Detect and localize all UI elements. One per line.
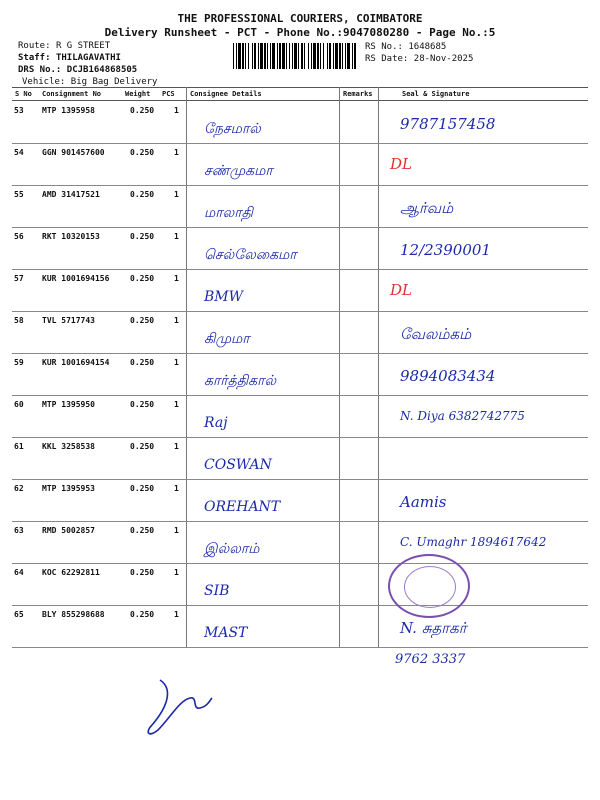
barcode-bar [267,43,268,69]
col-remarks: Remarks [343,90,373,98]
drs-value: DCJB164868505 [66,65,138,75]
barcode-bar [242,43,244,69]
row-sno: 54 [14,148,24,157]
row-signature-handwritten: N. Diya 6382742775 [400,409,525,423]
row-pcs: 1 [174,106,179,115]
row-sno: 63 [14,526,24,535]
row-consignment-no: RKT 10320153 [42,232,100,241]
barcode-bar [233,43,234,69]
barcode-bar [277,43,278,69]
barcode-bar [339,43,341,69]
row-sno: 62 [14,484,24,493]
row-weight: 0.250 [130,358,155,367]
row-signature-handwritten: வேலம்கம் [400,325,472,343]
barcode-bar [254,43,256,69]
staff-value: THILAGAVATHI [55,53,121,63]
row-pcs: 1 [174,442,179,451]
barcode-bar [347,43,350,69]
delivery-stamp [388,554,470,618]
row-weight: 0.250 [130,148,155,157]
table-top-rule [12,87,588,88]
row-sno: 55 [14,190,24,199]
row-consignee-handwritten: மாலாதி [204,205,253,221]
row-pcs: 1 [174,148,179,157]
barcode-bar [342,43,343,69]
row-weight: 0.250 [130,526,155,535]
col-consignee: Consignee Details [190,90,262,98]
barcode-bar [282,43,285,69]
barcode-bar [327,43,328,69]
barcode-bar [264,43,266,69]
row-consignee-handwritten: SIB [204,583,230,599]
row-consignment-no: KKL 3258538 [42,442,95,451]
vehicle-line: Vehicle: Big Bag Delivery [22,77,158,87]
barcode-bar [292,43,293,69]
vehicle-value: Big Bag Delivery [70,77,158,87]
staff-signature [140,670,220,740]
barcode-bar [311,43,312,69]
barcode-bar [335,43,338,69]
table-row [12,521,588,564]
barcode-bar [279,43,281,69]
row-weight: 0.250 [130,484,155,493]
route-line: Route: R G STREET [18,41,111,51]
row-consignment-no: GGN 901457600 [42,148,105,157]
row-pcs: 1 [174,400,179,409]
row-pcs: 1 [174,568,179,577]
row-weight: 0.250 [130,232,155,241]
row-signature-handwritten: DL [390,155,412,173]
barcode-bar [260,43,263,69]
row-consignment-no: AMD 31417521 [42,190,100,199]
col-weight: Weight [125,90,151,98]
col-consignment: Consignment No [42,90,102,98]
route-value: R G STREET [55,41,111,51]
barcode-bar [317,43,319,69]
barcode-bar [329,43,331,69]
barcode-bar [289,43,290,69]
row-consignee-handwritten: நேசமால் [204,121,261,137]
row-pcs: 1 [174,274,179,283]
row-signature-handwritten: N. சுதாகர் [400,619,467,637]
barcode-bar [238,43,241,69]
barcode-bar [345,43,346,69]
row-consignee-handwritten: COSWAN [204,457,272,473]
row-signature-handwritten: 12/2390001 [400,241,491,259]
col-pcs: PCS [162,90,175,98]
row-consignee-handwritten: செல்லேகைமா [204,247,297,263]
barcode-bar [252,43,253,69]
table-row [12,143,588,186]
row-sno: 64 [14,568,24,577]
row-consignment-no: KOC 62292811 [42,568,100,577]
company-title: THE PROFESSIONAL COURIERS, COIMBATORE [177,12,423,25]
row-pcs: 1 [174,232,179,241]
runsheet-subtitle: Delivery Runsheet - PCT - Phone No.:9047080280 - Page No.:5 [104,26,496,39]
barcode-bar [354,43,356,69]
rs-date-line: RS Date: 28-Nov-2025 [365,54,474,64]
row-consignment-no: BLY 855298688 [42,610,105,619]
row-consignment-no: MTP 1395950 [42,400,95,409]
row-weight: 0.250 [130,274,155,283]
row-pcs: 1 [174,190,179,199]
table-row [12,437,588,480]
row-consignee-handwritten: கார்த்திகால் [204,373,277,389]
row-pcs: 1 [174,484,179,493]
drs-line: DRS No.: DCJB164868505 [18,65,138,75]
barcode-bar [270,43,271,69]
row-weight: 0.250 [130,442,155,451]
barcode-bar [313,43,316,69]
col-seal-signature: Seal & Signature [402,90,470,98]
barcode-bar [258,43,259,69]
row-sno: 58 [14,316,24,325]
row-consignee-handwritten: OREHANT [204,499,281,515]
row-pcs: 1 [174,316,179,325]
barcode-bar [323,43,324,69]
rs-date-value: 28-Nov-2025 [413,54,474,64]
row-weight: 0.250 [130,568,155,577]
row-signature-handwritten: Aamis [400,493,447,511]
row-consignee-handwritten: Raj [204,415,228,431]
row-sno: 59 [14,358,24,367]
row-sno: 65 [14,610,24,619]
barcode-bar [245,43,246,69]
row-weight: 0.250 [130,106,155,115]
row-pcs: 1 [174,526,179,535]
row-signature-handwritten: C. Umaghr 1894617642 [400,535,547,549]
barcode-bar [236,43,237,69]
row-pcs: 1 [174,358,179,367]
barcode-bar [320,43,321,69]
row-sno: 53 [14,106,24,115]
col-sno: S No [15,90,32,98]
barcode-bar [301,43,303,69]
barcode-bar [304,43,305,69]
row-signature-handwritten: 9894083434 [400,367,496,385]
row-consignee-handwritten: இல்லாம் [204,541,260,557]
footer-handwritten-number: 9762 3337 [395,652,466,667]
row-consignee-handwritten: MAST [204,625,248,641]
table-row [12,227,588,270]
row-sno: 60 [14,400,24,409]
table-row [12,185,588,228]
row-weight: 0.250 [130,190,155,199]
table-row [12,395,588,438]
row-pcs: 1 [174,610,179,619]
table-row [12,101,588,144]
row-weight: 0.250 [130,400,155,409]
table-row [12,269,588,312]
row-consignment-no: RMD 5002857 [42,526,95,535]
barcode-bar [333,43,334,69]
barcode-bar [308,43,309,69]
row-consignment-no: MTP 1395953 [42,484,95,493]
row-consignment-no: MTP 1395958 [42,106,95,115]
table-row [12,311,588,354]
row-sno: 57 [14,274,24,283]
row-signature-handwritten: DL [390,281,412,299]
row-signature-handwritten: ஆர்வம் [400,199,454,217]
table-row [12,353,588,396]
barcode-bar [298,43,299,69]
staff-line: Staff: THILAGAVATHI [18,53,121,63]
rs-no-value: 1648685 [408,42,447,52]
row-consignment-no: KUR 1001694156 [42,274,110,283]
row-weight: 0.250 [130,316,155,325]
row-consignment-no: KUR 1001694154 [42,358,110,367]
row-consignee-handwritten: சண்முகமா [204,163,273,179]
barcode-bar [286,43,287,69]
row-consignment-no: TVL 5717743 [42,316,95,325]
barcode [233,43,357,69]
barcode-bar [248,43,249,69]
table-row [12,479,588,522]
row-weight: 0.250 [130,610,155,619]
row-consignee-handwritten: கிமுமா [204,331,250,347]
row-consignee-handwritten: BMW [204,289,244,305]
table-row [12,605,588,648]
barcode-bar [352,43,353,69]
rs-no-line: RS No.: 1648685 [365,42,447,52]
table-row [12,563,588,606]
row-signature-handwritten: 9787157458 [400,115,496,133]
row-sno: 56 [14,232,24,241]
barcode-bar [272,43,275,69]
row-sno: 61 [14,442,24,451]
barcode-bar [294,43,297,69]
